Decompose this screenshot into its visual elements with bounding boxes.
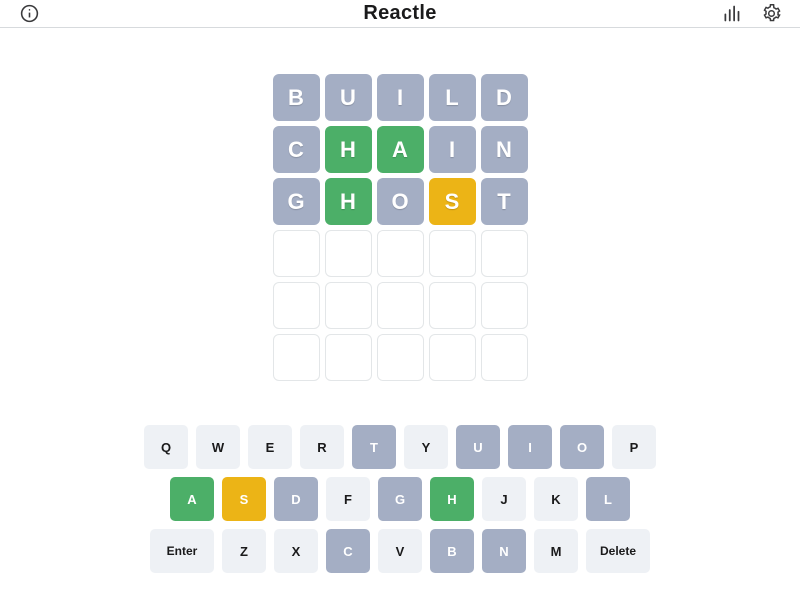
board-tile: B <box>273 74 320 121</box>
key-v[interactable]: V <box>378 529 422 573</box>
key-a[interactable]: A <box>170 477 214 521</box>
board-tile-empty <box>429 282 476 329</box>
key-g[interactable]: G <box>378 477 422 521</box>
page-title: Reactle <box>363 2 437 24</box>
board-tile-empty <box>377 334 424 381</box>
key-t[interactable]: T <box>352 425 396 469</box>
game-board-container <box>0 74 800 381</box>
board-tile-empty <box>325 334 372 381</box>
board-row <box>273 282 528 329</box>
key-x[interactable]: X <box>274 529 318 573</box>
key-r[interactable]: R <box>300 425 344 469</box>
board-tile-empty <box>325 230 372 277</box>
delete-key[interactable]: Delete <box>586 529 650 573</box>
gear-icon[interactable] <box>760 3 782 25</box>
board-tile: T <box>481 178 528 225</box>
key-d[interactable]: D <box>274 477 318 521</box>
key-p[interactable]: P <box>612 425 656 469</box>
key-s[interactable]: S <box>222 477 266 521</box>
key-w[interactable]: W <box>196 425 240 469</box>
board-tile: O <box>377 178 424 225</box>
info-circle-icon[interactable] <box>18 3 40 25</box>
app-header <box>0 0 800 28</box>
key-q[interactable]: Q <box>144 425 188 469</box>
board-row <box>273 230 528 277</box>
header-left-group <box>18 3 40 25</box>
key-h[interactable]: H <box>430 477 474 521</box>
board-tile: U <box>325 74 372 121</box>
keyboard-row-3 <box>150 529 650 573</box>
board-tile-empty <box>481 282 528 329</box>
game-board <box>273 74 528 381</box>
key-f[interactable]: F <box>326 477 370 521</box>
bar-chart-icon[interactable] <box>720 3 742 25</box>
board-tile: C <box>273 126 320 173</box>
board-tile: H <box>325 126 372 173</box>
board-tile: S <box>429 178 476 225</box>
key-o[interactable]: O <box>560 425 604 469</box>
board-tile-empty <box>377 230 424 277</box>
keyboard-row-2 <box>170 477 630 521</box>
board-tile-empty <box>273 230 320 277</box>
key-y[interactable]: Y <box>404 425 448 469</box>
key-l[interactable]: L <box>586 477 630 521</box>
board-tile-empty <box>273 334 320 381</box>
board-tile-empty <box>429 230 476 277</box>
board-tile: I <box>377 74 424 121</box>
board-tile: H <box>325 178 372 225</box>
enter-key[interactable]: Enter <box>150 529 214 573</box>
key-c[interactable]: C <box>326 529 370 573</box>
board-tile: A <box>377 126 424 173</box>
key-i[interactable]: I <box>508 425 552 469</box>
board-tile-empty <box>481 230 528 277</box>
board-tile: G <box>273 178 320 225</box>
on-screen-keyboard <box>0 425 800 573</box>
board-tile-empty <box>481 334 528 381</box>
key-u[interactable]: U <box>456 425 500 469</box>
board-tile-empty <box>377 282 424 329</box>
board-tile: L <box>429 74 476 121</box>
board-row <box>273 74 528 121</box>
header-right-group <box>720 3 782 25</box>
board-row <box>273 178 528 225</box>
board-tile: I <box>429 126 476 173</box>
board-tile-empty <box>429 334 476 381</box>
board-row <box>273 126 528 173</box>
keyboard-row-1 <box>144 425 656 469</box>
key-e[interactable]: E <box>248 425 292 469</box>
key-n[interactable]: N <box>482 529 526 573</box>
board-tile-empty <box>325 282 372 329</box>
board-tile: N <box>481 126 528 173</box>
board-tile: D <box>481 74 528 121</box>
board-row <box>273 334 528 381</box>
board-tile-empty <box>273 282 320 329</box>
key-j[interactable]: J <box>482 477 526 521</box>
key-k[interactable]: K <box>534 477 578 521</box>
key-m[interactable]: M <box>534 529 578 573</box>
key-z[interactable]: Z <box>222 529 266 573</box>
key-b[interactable]: B <box>430 529 474 573</box>
